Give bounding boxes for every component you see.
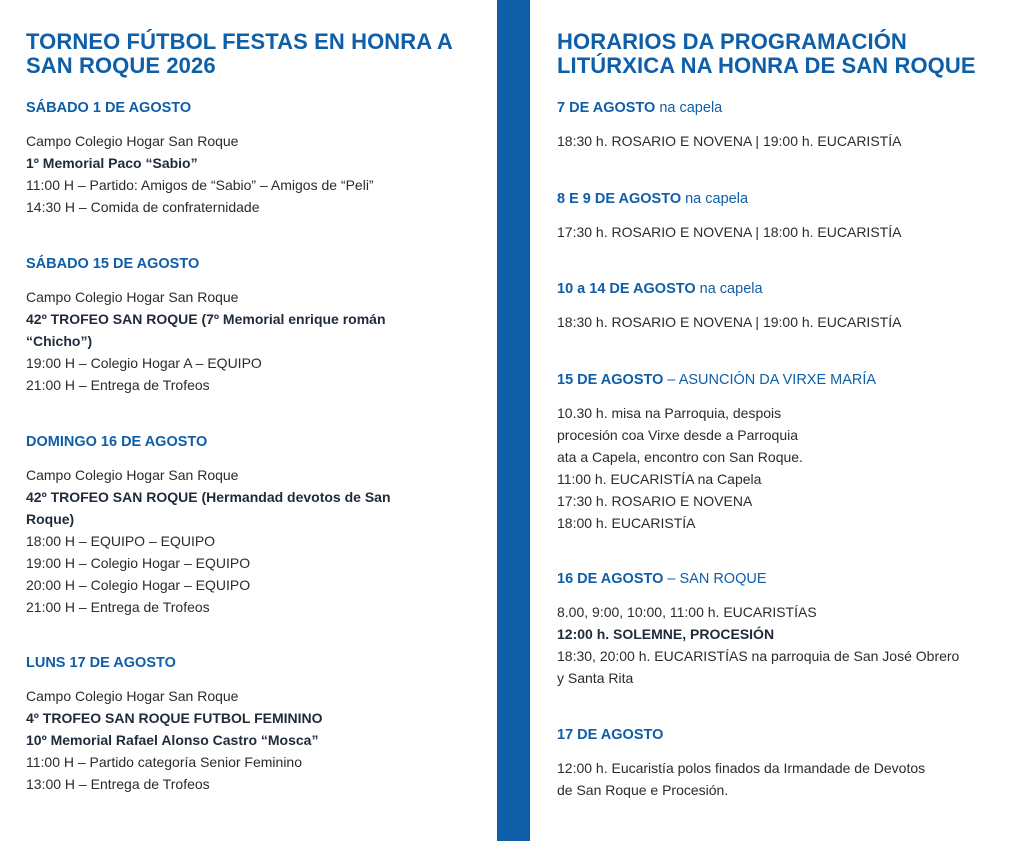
schedule-line: 18:30 h. ROSARIO E NOVENA | 19:00 h. EUCARISTÍA: [557, 133, 902, 149]
schedule-line: 12:00 h. SOLEMNE, PROCESIÓN: [557, 626, 775, 642]
schedule-line: 10.30 h. misa na Parroquia, despois procesión coa Virxe desde a Parroquia ata a Capela, encontro con San Roque.: [557, 405, 803, 465]
tournament-day-1: [26, 98, 466, 218]
day-heading: LUNS 17 DE AGOSTO: [26, 655, 176, 671]
date-label: 16 DE AGOSTO: [557, 571, 664, 587]
feast-label: – ASUNCIÓN DA VIRXE MARÍA: [663, 372, 877, 388]
schedule-line: 12:00 h. Eucaristía polos finados da Irmandade de Devotos de San Roque e Procesión.: [557, 760, 926, 798]
event-title-line: 4º TROFEO SAN ROQUE FUTBOL FEMININO: [26, 710, 323, 726]
venue-line: Campo Colegio Hogar San Roque: [26, 289, 239, 305]
day-heading: SÁBADO 15 DE AGOSTO: [26, 256, 200, 272]
venue-line: Campo Colegio Hogar San Roque: [26, 133, 239, 149]
schedule-line: 18:30, 20:00 h. EUCARISTÍAS na parroquia de San José Obrero y Santa Rita: [557, 648, 960, 686]
liturgy-day-3: [557, 279, 1007, 333]
liturgy-day-6: [557, 725, 1007, 801]
schedule-line: 21:00 H – Entrega de Trofeos: [26, 599, 210, 615]
venue-line: Campo Colegio Hogar San Roque: [26, 467, 239, 483]
date-label: 15 DE AGOSTO: [557, 372, 664, 388]
date-label: 7 DE AGOSTO: [557, 100, 656, 116]
event-title-line: 42º TROFEO SAN ROQUE (7º Memorial enrique román “Chicho”): [26, 311, 386, 349]
schedule-line: 20:00 H – Colegio Hogar – EQUIPO: [26, 577, 251, 593]
schedule-line: 19:00 H – Colegio Hogar – EQUIPO: [26, 555, 251, 571]
day-heading: [557, 370, 1007, 390]
schedule-line: 17:30 h. ROSARIO E NOVENA | 18:00 h. EUCARISTÍA: [557, 224, 902, 240]
date-label: 17 DE AGOSTO: [557, 727, 664, 743]
event-title-line: 42º TROFEO SAN ROQUE (Hermandad devotos de San Roque): [26, 489, 391, 527]
feast-label: – SAN ROQUE: [663, 571, 767, 587]
liturgy-day-1: [557, 98, 1007, 152]
column-divider: [497, 0, 530, 841]
schedule-line: 11:00 H – Partido categoría Senior Feminino: [26, 754, 303, 770]
schedule-line: 11:00 h. EUCARISTÍA na Capela: [557, 471, 762, 487]
tournament-title: TORNEO FÚTBOL FESTAS EN HONRA A SAN ROQUE 2026: [26, 29, 453, 78]
liturgy-title: HORARIOS DA PROGRAMACIÓN LITÚRXICA NA HONRA DE SAN ROQUE: [557, 29, 976, 78]
schedule-line: 8.00, 9:00, 10:00, 11:00 h. EUCARISTÍAS: [557, 604, 817, 620]
liturgy-day-4: [557, 370, 1007, 534]
tournament-day-2: [26, 254, 466, 396]
event-title-line: 1º Memorial Paco “Sabio”: [26, 155, 198, 171]
day-heading: [557, 569, 1007, 589]
location-label: na capela: [655, 100, 723, 116]
day-heading: [557, 189, 1007, 209]
venue-line: Campo Colegio Hogar San Roque: [26, 688, 239, 704]
liturgy-day-2: [557, 189, 1007, 243]
schedule-line: 11:00 H – Partido: Amigos de “Sabio” – Amigos de “Peli”: [26, 177, 374, 193]
location-label: na capela: [681, 191, 749, 207]
schedule-line: 14:30 H – Comida de confraternidade: [26, 199, 260, 215]
event-title-line: 10º Memorial Rafael Alonso Castro “Mosca”: [26, 732, 319, 748]
schedule-line: 18:00 h. EUCARISTÍA: [557, 515, 696, 531]
day-heading: [557, 279, 1007, 299]
day-heading: DOMINGO 16 DE AGOSTO: [26, 434, 208, 450]
liturgy-day-5: [557, 569, 1007, 689]
day-heading: SÁBADO 1 DE AGOSTO: [26, 100, 192, 116]
schedule-line: 21:00 H – Entrega de Trofeos: [26, 377, 210, 393]
tournament-day-4: [26, 653, 466, 795]
date-label: 8 E 9 DE AGOSTO: [557, 191, 682, 207]
tournament-day-3: [26, 432, 466, 618]
schedule-line: 13:00 H – Entrega de Trofeos: [26, 776, 210, 792]
schedule-line: 17:30 h. ROSARIO E NOVENA: [557, 493, 753, 509]
date-label: 10 a 14 DE AGOSTO: [557, 281, 696, 297]
day-heading: [557, 725, 1007, 745]
schedule-line: 18:30 h. ROSARIO E NOVENA | 19:00 h. EUCARISTÍA: [557, 314, 902, 330]
schedule-line: 18:00 H – EQUIPO – EQUIPO: [26, 533, 216, 549]
day-heading: [557, 98, 1007, 118]
schedule-line: 19:00 H – Colegio Hogar A – EQUIPO: [26, 355, 262, 371]
location-label: na capela: [695, 281, 763, 297]
